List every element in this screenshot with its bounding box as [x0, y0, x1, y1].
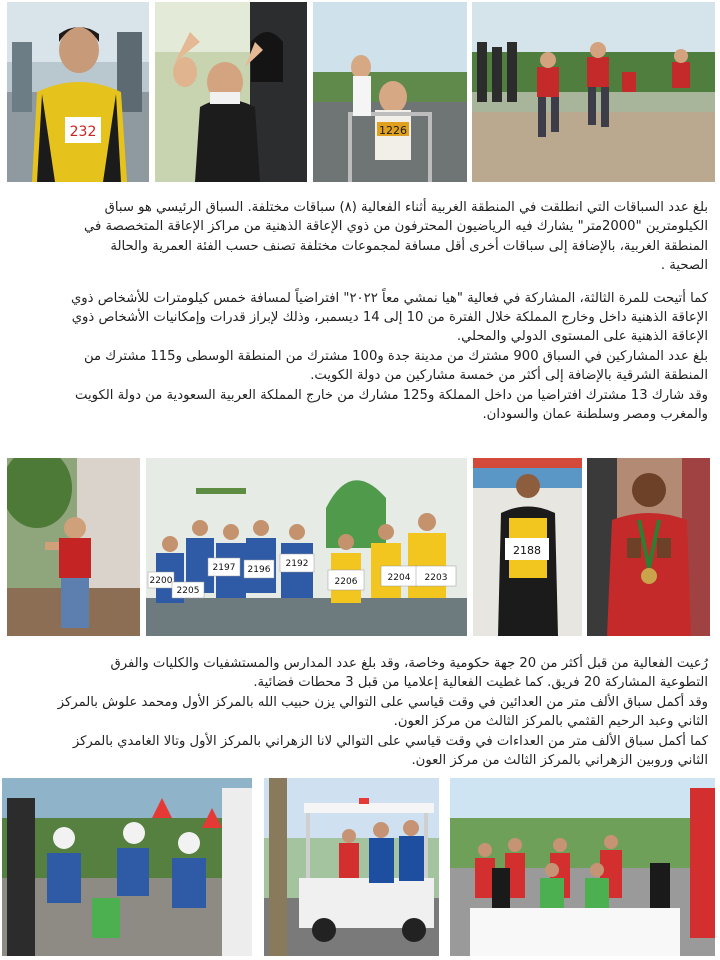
text-line: بلغ عدد السباقات التي انطلقت في المنطقة الغربية أثناء الفعالية (٨) سباقات مختلفة. السباق الرئيسي هو سباق	[104, 200, 708, 215]
text-line: كما أتيحت للمرة الثالثة، المشاركة في فعالية "هيا نمشي معاً ٢٠٢٢" افتراضياً لمسافة خمس كيلومترات للأشخاص ذوي	[70, 290, 708, 306]
text-line: كما أكمل سباق الألف متر من العداءات في وقت قياسي على التوالي لانا الزهراني بالمركز الأول وتالا الغامدي بالمركز	[72, 733, 708, 749]
bib-number: 2204	[387, 573, 411, 583]
bib-number: 2197	[212, 563, 236, 573]
text-line: التطوعية المشاركة 20 فريق. كما غطيت الفعالية إعلاميا من قبل 3 محطات فضائية.	[253, 675, 708, 691]
photo-runners-red-shirts	[472, 2, 715, 182]
photo-volunteers-table	[450, 778, 715, 956]
article-text-section-2	[10, 654, 708, 770]
paragraph-virtual-participation	[10, 289, 708, 425]
text-line: الإعاقة الذهنية داخل وخارج المملكة خلال الفترة من 10 إلى 14 ديسمبر، وذلك لإبراز قدرات وإمكانيات الأشخاص ذوي	[71, 310, 708, 326]
photo-girl-bib-2188	[473, 458, 582, 636]
bib-number: 2205	[176, 586, 200, 596]
text-line: رُعيت الفعالية من قبل أكثر من 20 جهة حكومية وخاصة، وقد بلغ عدد المدارس والمستشفيات والكليات والفرق	[110, 656, 708, 671]
text-line: الثاني وروبين الزهراني بالمركز الثالث من مركز العون.	[411, 753, 708, 769]
text-line: المنطقة الشرقية بالإضافة إلى أكثر من خمسة مشاركين من دولة الكويت.	[310, 368, 708, 384]
bib-number: 2196	[247, 565, 271, 575]
text-line: الصحية .	[660, 258, 708, 274]
photo-girl-with-medal	[587, 458, 710, 636]
photo-athlete-bib-232	[7, 2, 149, 182]
bib-number: 2203	[424, 573, 448, 583]
top-photo-row	[0, 0, 720, 186]
middle-photo-row	[0, 456, 720, 640]
bib-number: 1226	[379, 124, 407, 137]
bib-number: 2200	[149, 576, 173, 586]
photo-children-with-bibs	[146, 458, 467, 636]
bib-number: 2188	[513, 544, 541, 557]
bottom-photo-row	[0, 776, 720, 960]
article-text-section-1	[10, 198, 708, 424]
text-line: الكيلومترين "2000متر" يشارك فيه الرياضيون المحترفون من ذوي الإعاقة الذهنية من مراكز الإعاقة المتخصصة في	[84, 219, 708, 235]
text-line: وقد أكمل سباق الألف متر من العدائين في وقت قياسي على التوالي يزن حبيب الله بالمركز الأول ومحمد علوش بالمركز	[57, 694, 708, 710]
photo-cheering-spectators	[155, 2, 307, 182]
text-line: وقد شارك 13 مشترك افتراضيا من داخل المملكة و125 مشارك من خارج المملكة العربية السعودية من دولة الكويت	[75, 387, 708, 403]
text-line: الإعاقة الذهنية على المستوى الدولي والمحلي.	[456, 329, 708, 345]
bib-number: 232	[69, 124, 97, 140]
photo-man-thumbs-up	[7, 458, 140, 636]
photo-child-with-walker	[313, 2, 467, 182]
text-line: والمغرب ومصر وسلطنة عمان والسودان.	[482, 407, 708, 423]
bib-number: 2192	[285, 559, 309, 569]
text-line: المنطقة الغربية، بالإضافة إلى سباقات أخرى أقل مسافة لمجموعات مختلفة تصنف حسب الفئة العمرية والحالة	[110, 238, 708, 254]
photo-children-running	[2, 778, 252, 956]
text-line: الثاني وعبد الرحيم القثمي بالمركز الثالث من مركز العون.	[393, 714, 708, 730]
text-line: بلغ عدد المشاركين في السباق 900 مشترك من مدينة جدة و100 مشترك من المنطقة الوسطى و115 مشترك من	[83, 348, 708, 364]
photo-golf-cart-paramedics	[264, 778, 439, 956]
paragraph-sponsors-results	[10, 654, 708, 770]
bib-number: 2206	[334, 577, 358, 587]
paragraph-races	[10, 198, 708, 276]
